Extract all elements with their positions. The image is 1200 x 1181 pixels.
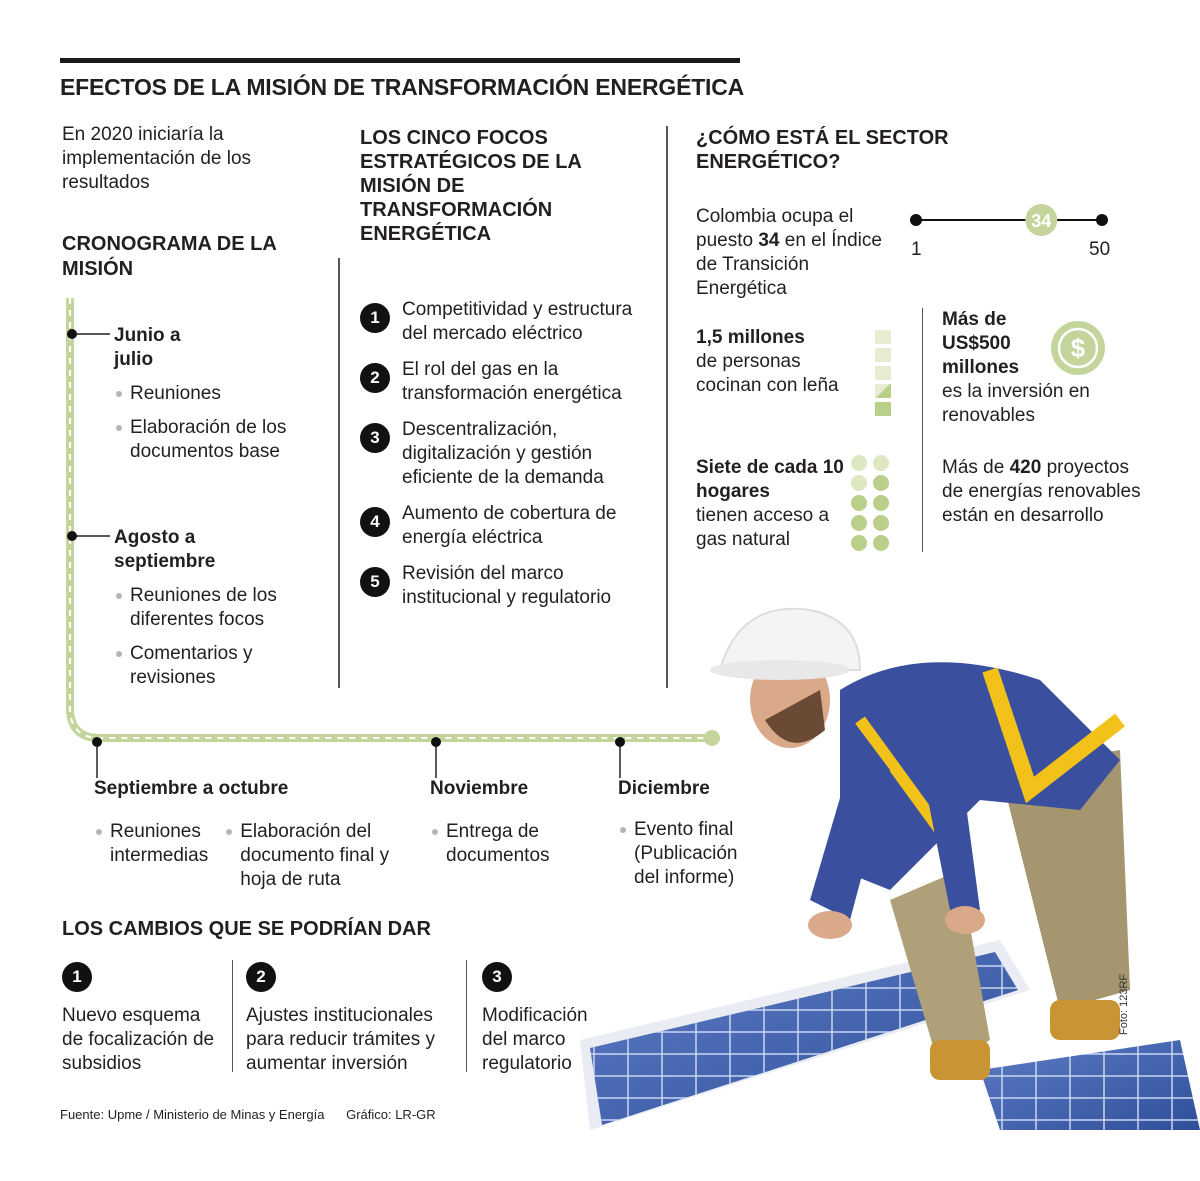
cronograma-heading: CRONOGRAMA DE LA MISIÓN (62, 233, 277, 280)
gas-dot (851, 455, 867, 471)
number-badge: 2 (246, 962, 276, 992)
stage-item: Reuniones (114, 382, 314, 406)
stage-title: Agosto a septiembre (114, 527, 216, 572)
stat-lena (696, 326, 871, 398)
number-badge: 4 (360, 507, 390, 537)
timeline-node (92, 737, 102, 747)
cambio-item (482, 962, 612, 1076)
stage-item: Reuniones de los diferentes focos (114, 584, 290, 632)
foco-item: 3 Descentralización, digitalización y gestión eficiente de la demanda (360, 418, 660, 490)
cambio-item (62, 962, 222, 1076)
stat-value: 1,5 millones (696, 327, 805, 348)
solar-worker-photo (560, 570, 1200, 1130)
cambio-divider (466, 960, 467, 1072)
number-badge: 3 (482, 962, 512, 992)
cambio-item (246, 962, 461, 1076)
sector-heading: ¿CÓMO ESTÁ EL SECTOR ENERGÉTICO? (696, 127, 949, 173)
stat-text: es la inversión en renovables (942, 381, 1090, 426)
stage-title: Septiembre a octubre (94, 778, 289, 799)
ranking-marker-label: 34 (1031, 211, 1052, 231)
gas-dot (873, 495, 889, 511)
gas-dot (873, 475, 889, 491)
number-badge: 1 (360, 303, 390, 333)
ranking-text: Colombia ocupa el puesto 34 en el Índice de Transición Energética (696, 206, 882, 299)
timeline-node (431, 737, 441, 747)
stat-text: tienen acceso a gas natural (696, 505, 830, 550)
gas-dot (851, 475, 867, 491)
stat-text: de personas cocinan con leña (696, 351, 839, 396)
ranking-scale (900, 200, 1120, 240)
stat-proyectos: Más de 420 proyectos de energías renovables están en desarrollo (942, 457, 1141, 526)
gas-dots (848, 452, 896, 556)
stage-item: Reuniones intermedias (94, 820, 214, 892)
stage-item: Elaboración del documento final y hoja de ruta (224, 820, 414, 892)
foco-item: 5 Revisión del marco institucional y regulatorio (360, 562, 660, 610)
lena-squares (875, 330, 891, 416)
stage-item: Evento final (Publicación del informe) (618, 818, 768, 890)
cambio-divider (232, 960, 233, 1072)
stat-gas (696, 456, 846, 552)
focos-heading: LOS CINCO FOCOS ESTRATÉGICOS DE LA MISIÓN DE TRANSFORMACIÓN ENERGÉTICA (360, 127, 582, 245)
gas-dot (851, 535, 867, 551)
cambio-text: Modificación del marco regulatorio (482, 1005, 588, 1074)
ranking-max: 50 (1089, 239, 1111, 260)
gas-dot (851, 495, 867, 511)
stage-agosto-septiembre (114, 526, 314, 700)
stage-item: Elaboración de los documentos base (114, 416, 305, 464)
source-line (60, 1107, 436, 1122)
stage-junio-julio (114, 324, 314, 474)
source-text: Fuente: Upme / Ministerio de Minas y Energía (60, 1107, 325, 1122)
cambio-text: Ajustes institucionales para reducir trámites y aumentar inversión (246, 1005, 436, 1074)
foco-item: 1 Competitividad y estructura del mercado eléctrico (360, 298, 660, 346)
stat-value: Siete de cada 10 hogares (696, 457, 844, 502)
number-badge: 2 (360, 363, 390, 393)
svg-text:$: $ (1070, 333, 1086, 363)
cambios-heading: LOS CAMBIOS QUE SE PODRÍAN DAR (62, 918, 431, 940)
stage-septiembre-octubre (94, 778, 414, 902)
gas-dot (873, 455, 889, 471)
stage-title: Junio a julio (114, 325, 181, 370)
number-badge: 1 (62, 962, 92, 992)
foco-item: 2 El rol del gas en la transformación energética (360, 358, 660, 406)
stage-item: Entrega de documentos (430, 820, 600, 868)
foco-item: 4 Aumento de cobertura de energía eléctrica (360, 502, 660, 550)
intro-text: En 2020 iniciaría la implementación de los resultados (62, 124, 252, 193)
graphic-credit: Gráfico: LR-GR (346, 1107, 436, 1122)
number-badge: 3 (360, 423, 390, 453)
page-title: EFECTOS DE LA MISIÓN DE TRANSFORMACIÓN ENERGÉTICA (60, 74, 745, 100)
stage-title: Diciembre (618, 778, 710, 799)
stage-title: Noviembre (430, 778, 529, 799)
timeline-node (67, 329, 77, 339)
photo-credit: Foto: 123RF (1118, 973, 1130, 1035)
number-badge: 5 (360, 567, 390, 597)
cambio-text: Nuevo esquema de focalización de subsidios (62, 1005, 215, 1074)
gas-dot (851, 515, 867, 531)
ranking-min: 1 (911, 239, 922, 260)
dollar-coin-icon (1050, 320, 1106, 376)
timeline-node (67, 531, 77, 541)
stage-item: Comentarios y revisiones (114, 642, 280, 690)
gas-dot (873, 515, 889, 531)
gas-dot (873, 535, 889, 551)
stat-value: Más de US$500 millones (942, 309, 1020, 378)
